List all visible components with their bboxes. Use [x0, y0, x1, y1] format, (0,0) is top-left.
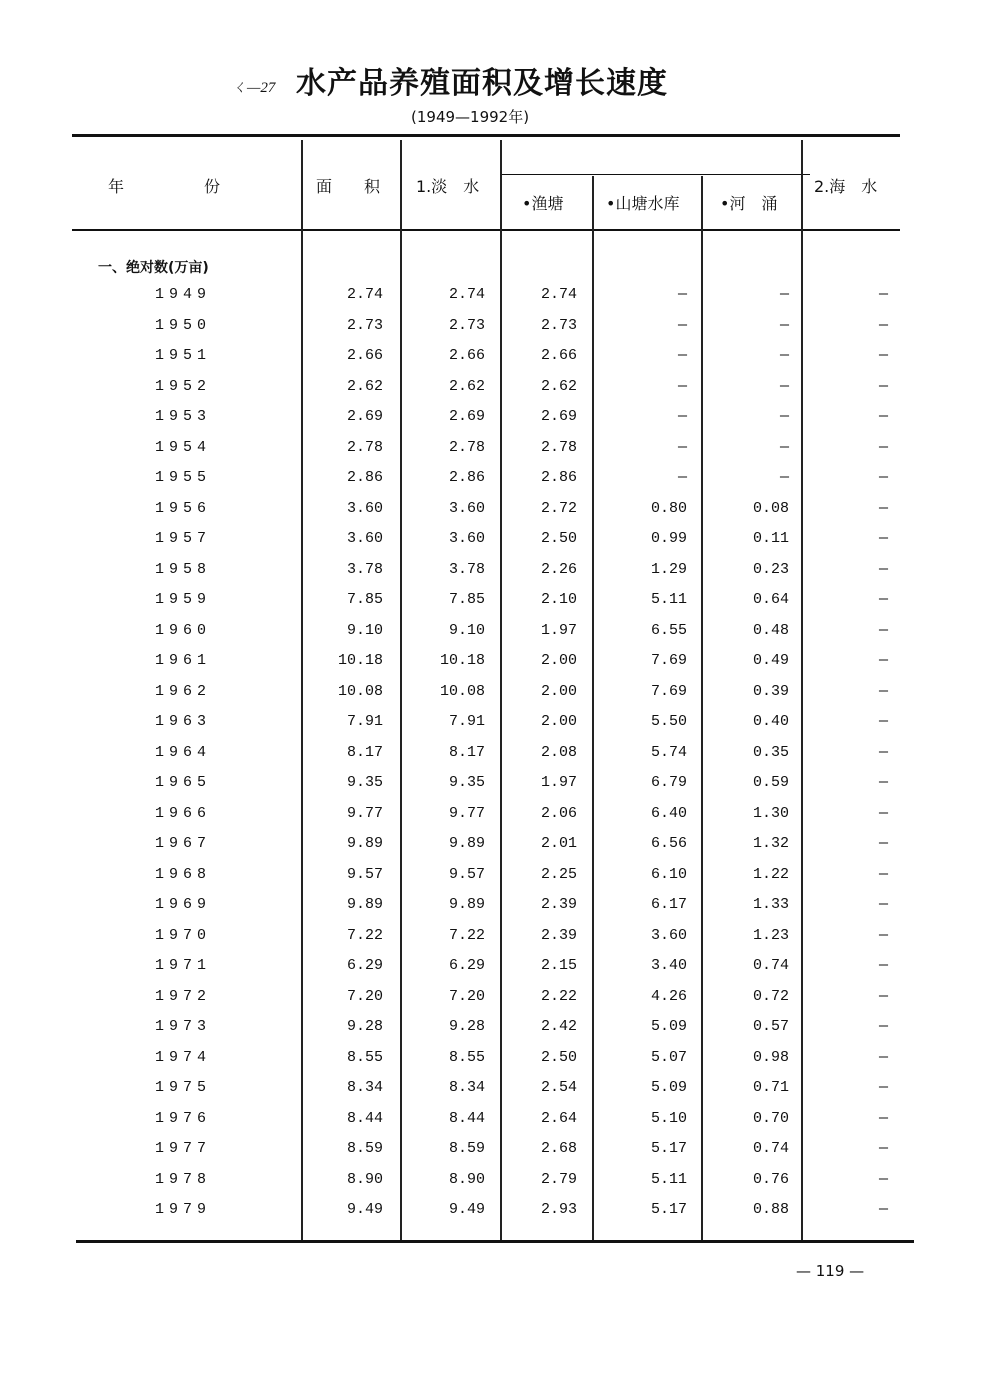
cell-fresh: 2.66 [448, 347, 485, 364]
cell-res: 0.80 [650, 499, 687, 517]
cell-area: 2.73 [346, 316, 383, 334]
cell-year: 1958 [155, 560, 212, 578]
cell-sea: — [878, 682, 888, 700]
cell-river: 1.32 [752, 835, 789, 852]
cell-river: 1.22 [752, 865, 789, 883]
cell-year: 1965 [155, 774, 212, 791]
table-row [0, 561, 1000, 591]
cell-year: 1962 [155, 682, 212, 700]
cell-fresh: 8.59 [448, 1140, 485, 1157]
cell-fresh: 8.44 [448, 1109, 485, 1127]
cell-res: 6.17 [650, 896, 687, 913]
cell-fresh: 7.22 [448, 926, 485, 944]
cell-res: 3.60 [650, 926, 687, 944]
cell-river: 0.57 [752, 1018, 789, 1035]
table-row [0, 1110, 1000, 1140]
cell-pond: 2.79 [540, 1170, 577, 1188]
cell-year: 1950 [155, 316, 212, 334]
cell-sea: — [878, 408, 888, 425]
cell-fresh: 9.89 [448, 896, 485, 913]
cell-pond: 2.68 [540, 1140, 577, 1157]
cell-river: 0.08 [752, 499, 789, 517]
cell-res: 3.40 [650, 957, 687, 974]
table-row [0, 927, 1000, 957]
cell-year: 1957 [155, 530, 212, 547]
cell-pond: 2.00 [540, 713, 577, 730]
table-row [0, 317, 1000, 347]
cell-area: 2.69 [346, 408, 383, 425]
cell-area: 7.91 [346, 713, 383, 730]
cell-res: 6.10 [650, 865, 687, 883]
table-row [0, 286, 1000, 316]
cell-area: 8.17 [346, 743, 383, 761]
cell-fresh: 2.69 [448, 408, 485, 425]
table-row [0, 500, 1000, 530]
cell-pond: 2.50 [540, 530, 577, 547]
cell-sea: — [878, 1109, 888, 1127]
cell-sea: — [878, 804, 888, 822]
cell-res: — [677, 408, 687, 425]
bottom-rule [76, 1240, 914, 1243]
cell-sea: — [878, 896, 888, 913]
cell-sea: — [878, 1018, 888, 1035]
cell-river: — [779, 286, 789, 303]
cell-sea: — [878, 499, 888, 517]
cell-fresh: 3.60 [448, 499, 485, 517]
cell-res: 5.17 [650, 1140, 687, 1157]
cell-area: 8.34 [346, 1079, 383, 1096]
cell-year: 1953 [155, 408, 212, 425]
cell-year: 1975 [155, 1079, 212, 1096]
cell-pond: 1.97 [540, 774, 577, 791]
cell-res: 5.11 [650, 1170, 687, 1188]
top-rule [72, 134, 900, 137]
cell-res: 4.26 [650, 987, 687, 1005]
cell-pond: 2.00 [540, 682, 577, 700]
cell-year: 1970 [155, 926, 212, 944]
table-row [0, 1201, 1000, 1231]
cell-fresh: 9.49 [448, 1201, 485, 1218]
cell-year: 1974 [155, 1048, 212, 1066]
cell-res: 1.29 [650, 560, 687, 578]
cell-area: 10.18 [337, 652, 383, 669]
cell-area: 3.60 [346, 499, 383, 517]
cell-river: 0.76 [752, 1170, 789, 1188]
cell-fresh: 9.10 [448, 621, 485, 639]
cell-fresh: 8.55 [448, 1048, 485, 1066]
cell-year: 1977 [155, 1140, 212, 1157]
cell-sea: — [878, 591, 888, 608]
cell-res: 5.10 [650, 1109, 687, 1127]
cell-fresh: 10.08 [439, 682, 485, 700]
cell-river: 0.49 [752, 652, 789, 669]
cell-river: — [779, 408, 789, 425]
cell-area: 8.59 [346, 1140, 383, 1157]
table-number: ㄑ—27 [232, 80, 276, 96]
cell-area: 9.57 [346, 865, 383, 883]
cell-sea: — [878, 774, 888, 791]
header-river: •河 涌 [720, 194, 778, 213]
table-row [0, 744, 1000, 774]
cell-pond: 2.39 [540, 896, 577, 913]
cell-fresh: 8.90 [448, 1170, 485, 1188]
cell-fresh: 7.20 [448, 987, 485, 1005]
cell-area: 9.89 [346, 896, 383, 913]
table-row [0, 1140, 1000, 1170]
cell-res: 5.74 [650, 743, 687, 761]
cell-river: 0.23 [752, 560, 789, 578]
table-row [0, 622, 1000, 652]
cell-year: 1967 [155, 835, 212, 852]
table-row [0, 1049, 1000, 1079]
cell-fresh: 10.18 [439, 652, 485, 669]
page-number: — 119 — [796, 1262, 865, 1280]
table-row [0, 896, 1000, 926]
table-row [0, 805, 1000, 835]
cell-area: 7.22 [346, 926, 383, 944]
cell-year: 1972 [155, 987, 212, 1005]
cell-river: 0.11 [752, 530, 789, 547]
cell-pond: 2.26 [540, 560, 577, 578]
cell-sea: — [878, 377, 888, 395]
cell-year: 1949 [155, 286, 212, 303]
table-row [0, 683, 1000, 713]
cell-river: 0.74 [752, 1140, 789, 1157]
cell-area: 9.77 [346, 804, 383, 822]
cell-sea: — [878, 469, 888, 486]
cell-river: 1.30 [752, 804, 789, 822]
table-row [0, 408, 1000, 438]
cell-fresh: 2.73 [448, 316, 485, 334]
cell-year: 1979 [155, 1201, 212, 1218]
cell-res: 6.55 [650, 621, 687, 639]
cell-sea: — [878, 286, 888, 303]
cell-river: — [779, 347, 789, 364]
table-row [0, 347, 1000, 377]
cell-year: 1963 [155, 713, 212, 730]
cell-river: 0.39 [752, 682, 789, 700]
cell-year: 1978 [155, 1170, 212, 1188]
header-reservoir: •山塘水库 [606, 194, 680, 213]
cell-area: 2.86 [346, 469, 383, 486]
cell-res: 5.17 [650, 1201, 687, 1218]
cell-pond: 2.25 [540, 865, 577, 883]
cell-year: 1964 [155, 743, 212, 761]
cell-pond: 2.50 [540, 1048, 577, 1066]
cell-area: 2.66 [346, 347, 383, 364]
cell-fresh: 7.91 [448, 713, 485, 730]
cell-pond: 2.86 [540, 469, 577, 486]
cell-year: 1969 [155, 896, 212, 913]
cell-res: 6.56 [650, 835, 687, 852]
table-row [0, 957, 1000, 987]
cell-fresh: 8.17 [448, 743, 485, 761]
header-rule [72, 229, 900, 231]
cell-sea: — [878, 865, 888, 883]
cell-river: 0.70 [752, 1109, 789, 1127]
cell-res: 7.69 [650, 652, 687, 669]
table-row [0, 469, 1000, 499]
cell-area: 10.08 [337, 682, 383, 700]
table-row [0, 988, 1000, 1018]
cell-river: 0.72 [752, 987, 789, 1005]
cell-fresh: 2.86 [448, 469, 485, 486]
cell-fresh: 9.57 [448, 865, 485, 883]
cell-pond: 2.66 [540, 347, 577, 364]
cell-area: 6.29 [346, 957, 383, 974]
table-row [0, 1171, 1000, 1201]
subheader-rule [500, 174, 810, 175]
cell-year: 1971 [155, 957, 212, 974]
cell-area: 9.49 [346, 1201, 383, 1218]
cell-river: — [779, 316, 789, 334]
cell-sea: — [878, 926, 888, 944]
cell-pond: 2.73 [540, 316, 577, 334]
table-title-text: 水产品养殖面积及增长速度 [296, 66, 668, 101]
table-row [0, 1018, 1000, 1048]
cell-res: 5.09 [650, 1079, 687, 1096]
cell-fresh: 6.29 [448, 957, 485, 974]
cell-res: 6.79 [650, 774, 687, 791]
cell-year: 1973 [155, 1018, 212, 1035]
cell-fresh: 7.85 [448, 591, 485, 608]
cell-pond: 2.00 [540, 652, 577, 669]
cell-area: 9.28 [346, 1018, 383, 1035]
cell-pond: 2.54 [540, 1079, 577, 1096]
cell-year: 1959 [155, 591, 212, 608]
cell-area: 9.10 [346, 621, 383, 639]
cell-river: 1.23 [752, 926, 789, 944]
cell-res: — [677, 438, 687, 456]
cell-area: 3.78 [346, 560, 383, 578]
cell-pond: 2.78 [540, 438, 577, 456]
header-year: 年 份 [108, 177, 221, 196]
cell-river: — [779, 438, 789, 456]
cell-river: 0.59 [752, 774, 789, 791]
cell-pond: 2.06 [540, 804, 577, 822]
cell-res: — [677, 316, 687, 334]
table-year-range: (1949—1992年) [411, 108, 530, 126]
cell-fresh: 9.28 [448, 1018, 485, 1035]
cell-area: 7.85 [346, 591, 383, 608]
cell-res: 5.50 [650, 713, 687, 730]
cell-fresh: 9.89 [448, 835, 485, 852]
cell-sea: — [878, 1170, 888, 1188]
cell-river: — [779, 377, 789, 395]
cell-year: 1954 [155, 438, 212, 456]
section-label: 一、绝对数(万亩) [98, 260, 209, 276]
cell-river: 0.74 [752, 957, 789, 974]
cell-area: 8.44 [346, 1109, 383, 1127]
cell-sea: — [878, 560, 888, 578]
table-row [0, 591, 1000, 621]
table-row [0, 652, 1000, 682]
cell-pond: 2.01 [540, 835, 577, 852]
cell-fresh: 8.34 [448, 1079, 485, 1096]
cell-sea: — [878, 316, 888, 334]
cell-river: 0.98 [752, 1048, 789, 1066]
cell-year: 1961 [155, 652, 212, 669]
cell-year: 1951 [155, 347, 212, 364]
cell-area: 2.62 [346, 377, 383, 395]
cell-river: 0.71 [752, 1079, 789, 1096]
cell-river: 0.88 [752, 1201, 789, 1218]
cell-sea: — [878, 438, 888, 456]
cell-year: 1952 [155, 377, 212, 395]
cell-fresh: 9.77 [448, 804, 485, 822]
cell-pond: 2.72 [540, 499, 577, 517]
table-row [0, 1079, 1000, 1109]
table-row [0, 835, 1000, 865]
header-area: 面 积 [316, 177, 381, 196]
cell-res: 5.11 [650, 591, 687, 608]
cell-sea: — [878, 713, 888, 730]
cell-river: 0.64 [752, 591, 789, 608]
cell-river: 0.40 [752, 713, 789, 730]
cell-pond: 2.15 [540, 957, 577, 974]
cell-sea: — [878, 1079, 888, 1096]
cell-sea: — [878, 743, 888, 761]
cell-area: 8.55 [346, 1048, 383, 1066]
cell-pond: 2.69 [540, 408, 577, 425]
cell-year: 1966 [155, 804, 212, 822]
table-row [0, 866, 1000, 896]
cell-pond: 2.42 [540, 1018, 577, 1035]
cell-res: — [677, 347, 687, 364]
cell-res: 6.40 [650, 804, 687, 822]
cell-sea: — [878, 621, 888, 639]
cell-year: 1976 [155, 1109, 212, 1127]
table-title [0, 58, 1000, 101]
cell-pond: 2.64 [540, 1109, 577, 1127]
cell-fresh: 2.78 [448, 438, 485, 456]
table-row [0, 530, 1000, 560]
cell-area: 2.74 [346, 286, 383, 303]
cell-res: — [677, 469, 687, 486]
cell-fresh: 9.35 [448, 774, 485, 791]
header-freshwater: 1.淡 水 [416, 177, 480, 196]
cell-sea: — [878, 347, 888, 364]
cell-res: 7.69 [650, 682, 687, 700]
cell-sea: — [878, 835, 888, 852]
header-seawater: 2.海 水 [814, 177, 878, 196]
cell-res: 5.07 [650, 1048, 687, 1066]
cell-pond: 2.08 [540, 743, 577, 761]
cell-sea: — [878, 987, 888, 1005]
cell-area: 8.90 [346, 1170, 383, 1188]
cell-pond: 2.74 [540, 286, 577, 303]
cell-sea: — [878, 1201, 888, 1218]
cell-year: 1955 [155, 469, 212, 486]
cell-pond: 2.39 [540, 926, 577, 944]
cell-sea: — [878, 957, 888, 974]
cell-res: — [677, 286, 687, 303]
cell-year: 1960 [155, 621, 212, 639]
table-row [0, 713, 1000, 743]
cell-pond: 2.22 [540, 987, 577, 1005]
cell-area: 7.20 [346, 987, 383, 1005]
cell-river: 1.33 [752, 896, 789, 913]
cell-pond: 1.97 [540, 621, 577, 639]
cell-area: 9.35 [346, 774, 383, 791]
cell-sea: — [878, 530, 888, 547]
cell-area: 9.89 [346, 835, 383, 852]
header-pond: •渔塘 [522, 194, 564, 213]
table-row [0, 378, 1000, 408]
cell-fresh: 3.60 [448, 530, 485, 547]
table-row [0, 774, 1000, 804]
cell-sea: — [878, 652, 888, 669]
cell-year: 1956 [155, 499, 212, 517]
cell-area: 2.78 [346, 438, 383, 456]
cell-res: 0.99 [650, 530, 687, 547]
cell-sea: — [878, 1140, 888, 1157]
cell-river: — [779, 469, 789, 486]
cell-fresh: 2.62 [448, 377, 485, 395]
cell-area: 3.60 [346, 530, 383, 547]
cell-pond: 2.10 [540, 591, 577, 608]
cell-pond: 2.93 [540, 1201, 577, 1218]
cell-res: 5.09 [650, 1018, 687, 1035]
cell-sea: — [878, 1048, 888, 1066]
cell-river: 0.35 [752, 743, 789, 761]
cell-year: 1968 [155, 865, 212, 883]
cell-res: — [677, 377, 687, 395]
table-row [0, 439, 1000, 469]
cell-pond: 2.62 [540, 377, 577, 395]
cell-fresh: 2.74 [448, 286, 485, 303]
cell-fresh: 3.78 [448, 560, 485, 578]
cell-river: 0.48 [752, 621, 789, 639]
